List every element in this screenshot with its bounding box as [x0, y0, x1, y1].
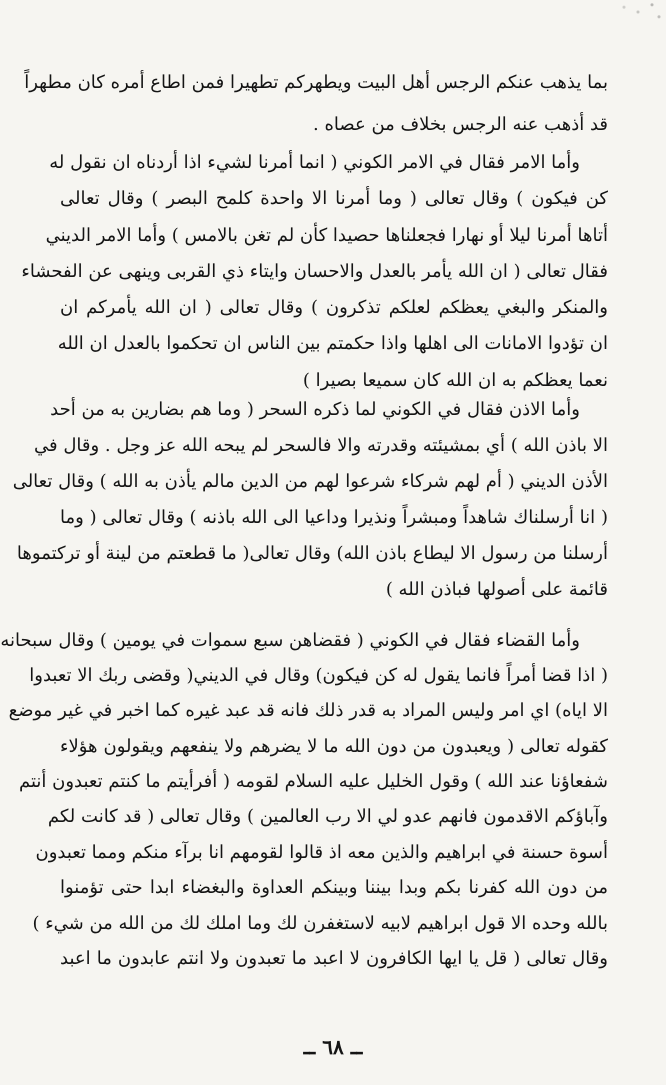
- text-line: من دون الله كفرنا بكم وبدا بيننا وبينكم العداوة والبغضاء ابدا حتى تؤمنوا: [60, 877, 608, 898]
- text-line: ( انا أرسلناك شاهداً ومبشراً ونذيرا وداعيا الى الله باذنه ) وقال تعالى ( وما: [60, 507, 608, 528]
- text-line: والمنكر والبغي يعظكم لعلكم تذكرون ) وقال تعالى ( ان الله يأمركم ان: [60, 297, 608, 318]
- text-line: وأما الامر فقال في الامر الكوني ( انما أمرنا لشيء اذا أردناه ان نقول له: [49, 152, 580, 173]
- text-line: أتاها أمرنا ليلا أو نهارا فجعلناها حصيدا كأن لم تغن بالامس ) وأما الامر الديني: [45, 225, 608, 246]
- page-number: ــ ٦٨ ــ: [303, 1035, 363, 1059]
- text-line: وأما القضاء فقال في الكوني ( فقضاهن سبع سموات في يومين ) وقال سبحانه: [0, 630, 580, 651]
- text-line: شفعاؤنا عند الله ) وقول الخليل عليه السلام لقومه ( أفرأيتم ما كنتم تعبدون أنتم: [19, 771, 608, 792]
- text-line: كقوله تعالى ( ويعبدون من دون الله ما لا يضرهم ولا ينفعهم ويقولون هؤلاء: [60, 736, 608, 757]
- text-line: أرسلنا من رسول الا ليطاع باذن الله) وقال تعالى( ما قطعتم من لينة أو تركتموها: [16, 543, 608, 564]
- text-line: بالله وحده الا قول ابراهيم لابيه لاستغفرن لك وما املك لك من الله من شيء ): [32, 913, 608, 934]
- text-line: قد أذهب عنه الرجس بخلاف من عصاه .: [313, 114, 608, 135]
- text-line: كن فيكون ) وقال تعالى ( وما أمرنا الا واحدة كلمح البصر ) وقال تعالى: [60, 188, 608, 209]
- text-line: الا باذن الله ) أي بمشيئته وقدرته والا فالسحر لم يبحه الله عز وجل . وقال في: [34, 435, 608, 456]
- scan-artifact: [596, 0, 666, 24]
- text-line: نعما يعظكم به ان الله كان سميعا بصيرا ): [302, 370, 608, 391]
- text-line: وآباؤكم الاقدمون فانهم عدو لي الا رب العالمين ) وقال تعالى ( قد كانت لكم: [47, 806, 608, 827]
- text-line: الأذن الديني ( أم لهم شركاء شرعوا لهم من الدين مالم يأذن به الله ) وقال تعالى: [12, 471, 608, 492]
- text-line: ان تؤدوا الامانات الى اهلها واذا حكمتم بين الناس ان تحكموا بالعدل ان الله: [57, 333, 608, 354]
- text-line: فقال تعالى ( ان الله يأمر بالعدل والاحسان وايتاء ذي القربى وينهى عن الفحشاء: [21, 261, 608, 282]
- text-line: بما يذهب عنكم الرجس أهل البيت ويطهركم تطهيرا فمن اطاع أمره كان مطهراً: [24, 72, 608, 93]
- text-line: أسوة حسنة في ابراهيم والذين معه اذ قالوا لقومهم انا برآء منكم ومما تعبدون: [35, 842, 608, 863]
- text-line: ( اذا قضا أمراً فانما يقول له كن فيكون) وقال في الديني( وقضى ربك الا تعبدوا: [29, 665, 608, 686]
- text-line: وأما الاذن فقال في الكوني لما ذكره السحر ( وما هم بضارين به من أحد: [50, 399, 580, 420]
- text-line: الا اياه) اي امر وليس المراد به قدر ذلك فانه قد عبد غيره كما اخبر في غير موضع: [8, 700, 608, 721]
- text-line: وقال تعالى ( قل يا ايها الكافرون لا اعبد ما تعبدون ولا انتم عابدون ما اعبد: [60, 948, 608, 969]
- text-line: قائمة على أصولها فباذن الله ): [385, 579, 608, 600]
